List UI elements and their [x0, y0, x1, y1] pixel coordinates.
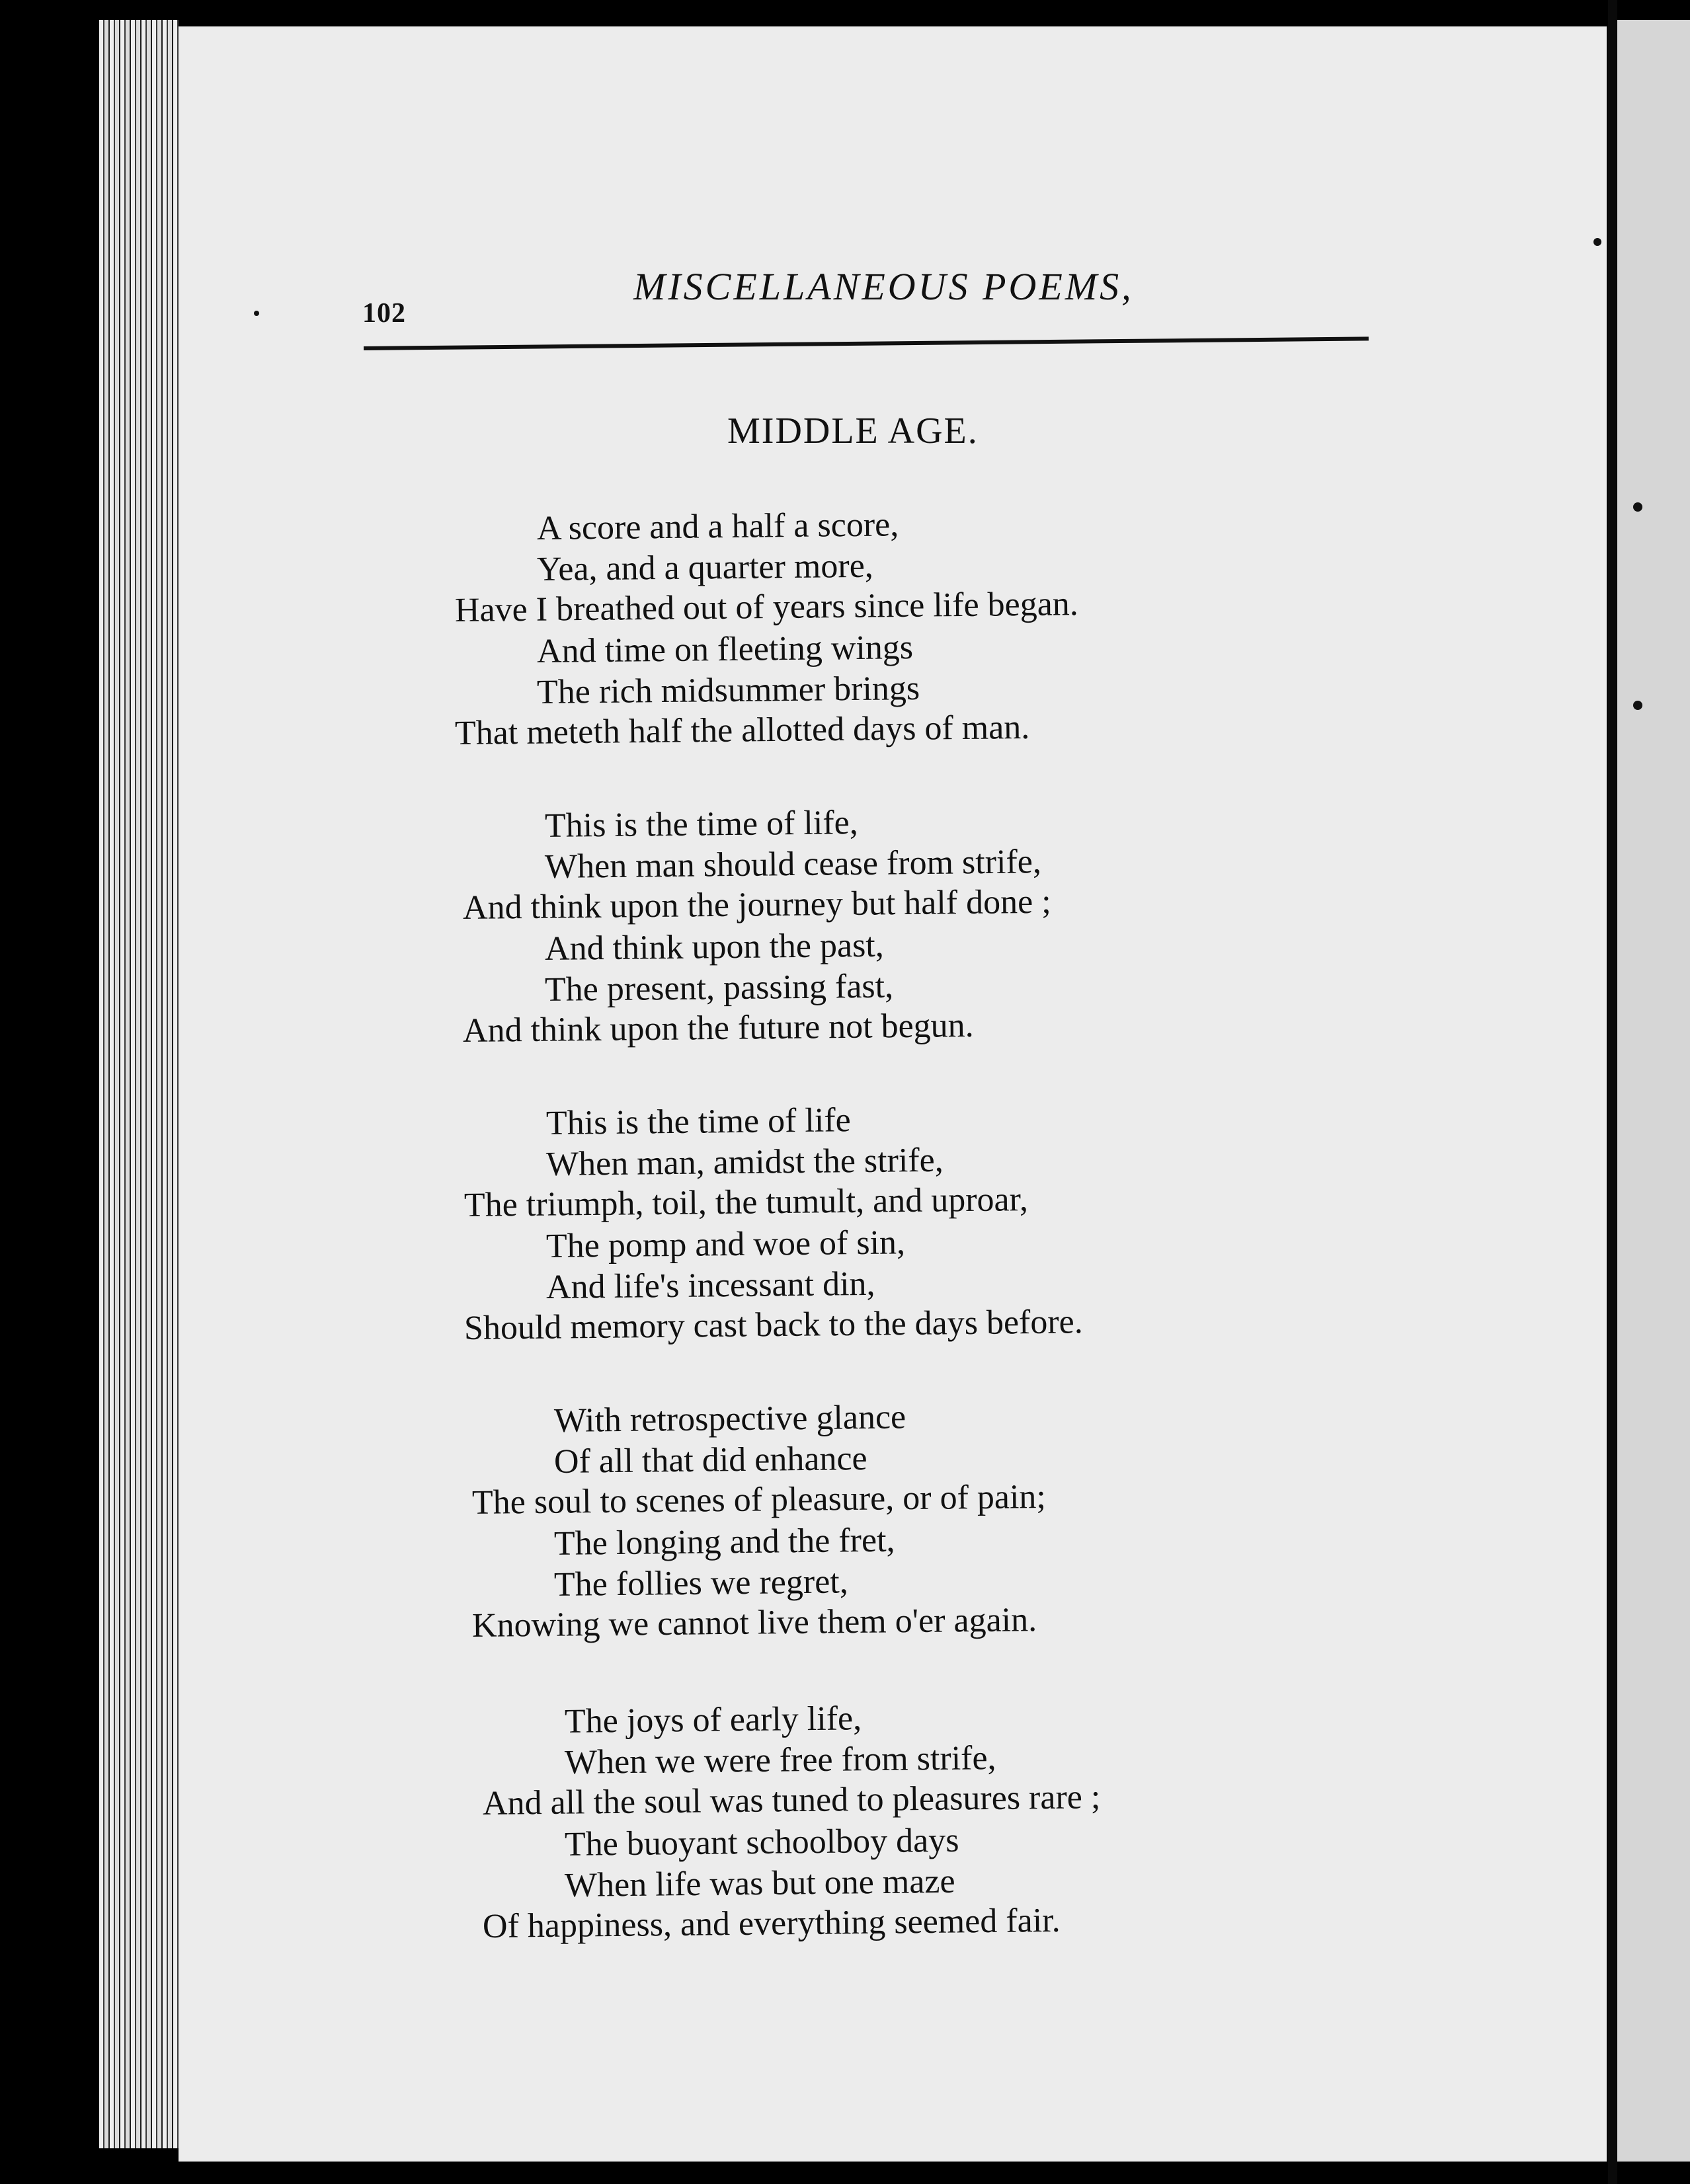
- gutter-shadow: [1608, 0, 1617, 2184]
- poem-line: And life's incessant din,: [545, 1265, 875, 1306]
- poem-line: The longing and the fret,: [553, 1521, 895, 1563]
- poem-line: Of all that did enhance: [553, 1440, 867, 1481]
- facing-page-edge: [1617, 20, 1690, 2162]
- poem-line: This is the time of life: [545, 1101, 851, 1142]
- poem-line: And all the soul was tuned to pleasures rare ;: [482, 1778, 1101, 1822]
- poem-line: Should memory cast back to the days before.: [463, 1303, 1083, 1347]
- poem-line: Knowing we cannot live them o'er again.: [471, 1601, 1037, 1645]
- poem-line: When man should cease from strife,: [544, 843, 1042, 886]
- running-title: MISCELLANEOUS POEMS,: [633, 265, 1134, 308]
- poem-line: The rich midsummer brings: [536, 669, 920, 711]
- poem-line: When life was but one maze: [564, 1862, 955, 1904]
- poem-line: The follies we regret,: [553, 1563, 848, 1604]
- ink-speck: [1633, 701, 1642, 710]
- poem-line: Of happiness, and everything seemed fair.: [482, 1901, 1061, 1945]
- poem-line: A score and a half a score,: [536, 506, 899, 547]
- poem-line: The soul to scenes of pleasure, or of pain;: [471, 1477, 1047, 1522]
- ink-speck: [1593, 238, 1601, 246]
- poem-line: This is the time of life,: [544, 804, 858, 845]
- poem-line: Yea, and a quarter more,: [536, 547, 874, 588]
- poem-line: And think upon the journey but half done ;: [462, 882, 1051, 927]
- poem-line: The triumph, toil, the tumult, and uproar,: [463, 1181, 1029, 1224]
- poem-line: And think upon the future not begun.: [462, 1006, 974, 1050]
- poem-line: And think upon the past,: [544, 926, 885, 968]
- ink-speck: [254, 311, 259, 316]
- poem-line: When we were free from strife,: [564, 1739, 996, 1781]
- poem-line: And time on fleeting wings: [536, 629, 914, 670]
- poem-line: The buoyant schoolboy days: [564, 1821, 959, 1863]
- page-edges: [99, 20, 179, 2148]
- poem-line: The joys of early life,: [564, 1699, 862, 1740]
- ink-speck: [1633, 502, 1642, 512]
- poem-line: The pomp and woe of sin,: [545, 1224, 906, 1265]
- poem-line: The present, passing fast,: [544, 967, 894, 1009]
- page-number: 102: [362, 298, 406, 329]
- poem-line: With retrospective glance: [553, 1398, 906, 1440]
- poem-line: That meteth half the allotted days of man.: [454, 708, 1030, 752]
- poem-line: When man, amidst the strife,: [545, 1141, 944, 1183]
- poem-line: Have I breathed out of years since life began.: [454, 585, 1079, 629]
- poem-title: MIDDLE AGE.: [727, 410, 979, 451]
